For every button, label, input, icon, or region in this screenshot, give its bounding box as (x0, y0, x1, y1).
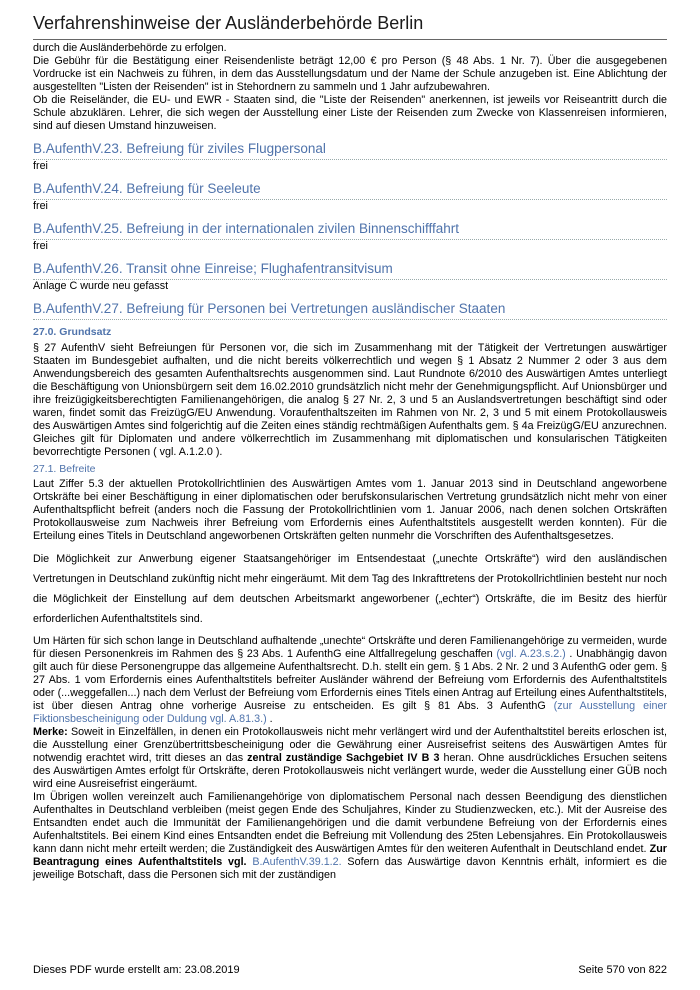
subsection-heading-grundsatz: 27.0. Grundsatz (33, 326, 112, 338)
section-heading-25: B.AufenthV.25. Befreiung in der internationalen zivilen Binnenschifffahrt (33, 221, 667, 240)
footer-created-date: Dieses PDF wurde erstellt am: 23.08.2019 (33, 964, 240, 976)
intro-paragraph-3: Ob die Reiseländer, die EU- und EWR - Staaten sind, die "Liste der Reisenden" anerkennen, ist jeweils vor Reiseantritt durch die Schule abzuklären. Lehrer, die sich wegen der Ausstellung einer Liste der Reisenden zum Zwecke von Klassenreisen informieren, sind auf diesen Umstand hinzuweisen. (33, 94, 667, 132)
grundsatz-paragraph: § 27 AufenthV sieht Befreiungen für Personen vor, die sich im Zusammenhang mit der Tätigkeit der Vertretungen auswärtiger Staaten im Bundesgebiet aufhalten, und die nicht bereits völkerrechtlich und wegen § 1 Absatz 2 Nummer 2 oder 3 aus dem Anwendungsbereich des gesamten Aufenthaltsrechts ausgenommen sind. Laut Rundnote 6/2010 des Auswärtigen Amtes unterliegt die Beschäftigung von Unionsbürgern seit dem 16.02.2010 grundsätzlich nicht mehr der Genehmigungspflicht. Auf Unionsbürger und ihre freizügigkeitsberechtigten Familienangehörigen, die analog § 27 Nr. 2, 3 und 5 an Auslandsvertretungen beschäftigt sind oder waren, findet somit das FreizügG/EU Anwendung. Voraufenthaltszeiten im Rahmen von Nr. 2, 3 und 5 mit einem Protokollausweis des Auswärtigen Amtes sind folgerichtig auf die Zeiten eines ständig rechtmäßigen Aufenthalts gem. § 4a FreizügG/EU anzurechnen. Gleiches gilt für Diplomaten und andere völkerrechtlich im Zusammenhang mit diplomatischen und konsularischen Tätigkeiten bevorrechtigte Personen ( vgl. A.1.2.0 ). (33, 342, 667, 458)
section-body-25: frei (33, 240, 48, 252)
intro-paragraph-2: Die Gebühr für die Bestätigung einer Reisendenliste beträgt 12,00 € pro Person (§ 48 Abs. 1 Nr. 7). Über die ausgegebenen Vordrucke ist ein Nachweis zu führen, in dem das Ausstellungsdatum und der Name der Schule anzugeben ist. Eine Ablichtung der ausgestellten "Listen der Reisenden" ist in Stehordnern zu sammeln und 1 Jahr aufzubewahren. (33, 55, 667, 93)
section-body-24: frei (33, 200, 48, 212)
subsection-heading-befreite: 27.1. Befreite (33, 463, 96, 475)
intro-paragraph-1: durch die Ausländerbehörde zu erfolgen. (33, 42, 227, 54)
section-heading-26: B.AufenthV.26. Transit ohne Einreise; Flughafentransitvisum (33, 261, 667, 280)
befreite-paragraph-4: Im Übrigen wollen vereinzelt auch Familienangehörige von diplomatischem Personal nach dessen Beendigung des dienstlichen Aufenthaltes in Deutschland verbleiben (meist gegen Ende des Schuljahres, Kinder zu Studienzwecken, etc.). Mit der Ausreise des Entsandten endet auch die Immunität der Familienangehörigen und die damit verbundene Befreiung von der Erfordernis eines Aufenhaltstitels. Bei einem Kind eines Entsandten endet die Befreiung mit Vollendung des 25ten Lebensjahres. Ein Protokollausweis kann dann nicht mehr erteilt werden; die Zuständigkeit des Auswärtigen Amtes für den weiteren Aufenthalt in Deutschland endet. Zur Beantragung eines Aufenthaltstitels vgl. B.AufenthV.39.1.2. Sofern das Auswärtige davon Kenntnis erhält, informiert es die jeweilige Botschaft, dass die Personen sich mit der zuständigen (33, 791, 667, 881)
footer-page-number: Seite 570 von 822 (578, 964, 667, 976)
section-body-26: Anlage C wurde neu gefasst (33, 280, 169, 292)
section-heading-24: B.AufenthV.24. Befreiung für Seeleute (33, 181, 667, 200)
reference-link-a23[interactable]: (vgl. A.23.s.2.) (496, 648, 566, 660)
reference-link-a81[interactable]: (zur Ausstellung einer Fiktionsbescheinigung oder Duldung vgl. A.81.3.) (33, 700, 667, 725)
reference-link-b39[interactable]: B.AufenthV.39.1.2. (252, 856, 342, 868)
page-title: Verfahrenshinweise der Ausländerbehörde Berlin (33, 13, 667, 40)
section-body-23: frei (33, 160, 48, 172)
befreite-paragraph-1: Laut Ziffer 5.3 der aktuellen Protokollrichtlinien des Auswärtigen Amtes vom 1. Januar 2013 sind in Deutschland angeworbene Ortskräfte bei einer Beschäftigung in einer diplomatischen oder berufskonsularischen Vertretung grundsätzlich nicht mehr von einer Aufenthaltspflicht befreit (anders noch die Fassung der Protokollrichtlinien vom 1. Januar 2006, nach denen solchen Ortskräften Protokollausweise zum Nachweis ihrer Befreiung vom Erfordernis eines Aufenthaltstitels ausgestellt werden konnten). Für die Erteilung eines Titels in Deutschland angeworbenen Ortskräften gelten nunmehr die Vorschriften des Aufenthaltsgesetzes. (33, 478, 667, 542)
section-heading-27: B.AufenthV.27. Befreiung für Personen bei Vertretungen ausländischer Staaten (33, 301, 667, 320)
page-footer (33, 964, 667, 976)
befreite-paragraph-2: Die Möglichkeit zur Anwerbung eigener Staatsangehöriger im Entsendestaat („unechte Ortskräfte“) wird den ausländischen Vertretungen in Deutschland zukünftig nicht mehr eingeräumt. Mit dem Tag des Inkrafttretens der Protokollrichtlinien besteht nur noch die Möglichkeit der Einstellung auf dem deutschen Arbeitsmarkt angeworbener („echter“) Ortskräfte, die im Besitz des hierfür erforderlichen Aufenthaltstitels sind. (33, 553, 667, 625)
document-body (33, 42, 667, 882)
merke-label: Merke: (33, 726, 68, 738)
befreite-paragraph-3: Um Härten für sich schon lange in Deutschland aufhaltende „unechte“ Ortskräfte und deren Familienangehörige zu vermeiden, wurde für diesen Personenkreis im Rahmen des § 23 Abs. 1 AufenthG eine Altfallregelung geschaffen (vgl. A.23.s.2.) . Unabhängig davon gilt auch für diese Personengruppe das allgemeine Aufenthaltsrecht. D.h. stellt ein gem. § 1 Abs. 2 Nr. 2 und 3 AufenthG oder gem. § 27 Abs. 1 vom Erfordernis eines Aufenthaltstitels befreiter Ausländer während der Befreiung vom Erfordernis des Aufenthaltstitels oder (...weggefallen...) nach dem Verlust der Befreiung vom Erfordernis eines Titels einen Antrag auf Erteilung eines Aufenthaltstitels, ist über diesen Antrag ohne vorherige Ausreise zu entscheiden. Es gilt § 81 Abs. 3 AufenthG (zur Ausstellung einer Fiktionsbescheinigung oder Duldung vgl. A.81.3.) . (33, 635, 668, 725)
section-heading-23: B.AufenthV.23. Befreiung für ziviles Flugpersonal (33, 141, 667, 160)
merke-paragraph: Merke: Soweit in Einzelfällen, in denen ein Protokollausweis nicht mehr verlängert wird und der Aufenthaltstitel bereits erloschen ist, die Ausstellung einer Grenzübertrittsbescheinigung oder die Gewährung einer Ausreisefrist seitens des Auswärtigen Amtes für notwendig erachtet wird, tritt dieses an das zentral zuständige Sachgebiet IV B 3 heran. Ohne ausdrückliches Ersuchen seitens des Auswärtigen Amtes erfolgt für Ortskräfte, deren Protokollausweis nicht verlängert wurde, weder die Ausstellung einer GÜB noch wird eine Ausreisefrist eingeräumt. (33, 726, 667, 790)
